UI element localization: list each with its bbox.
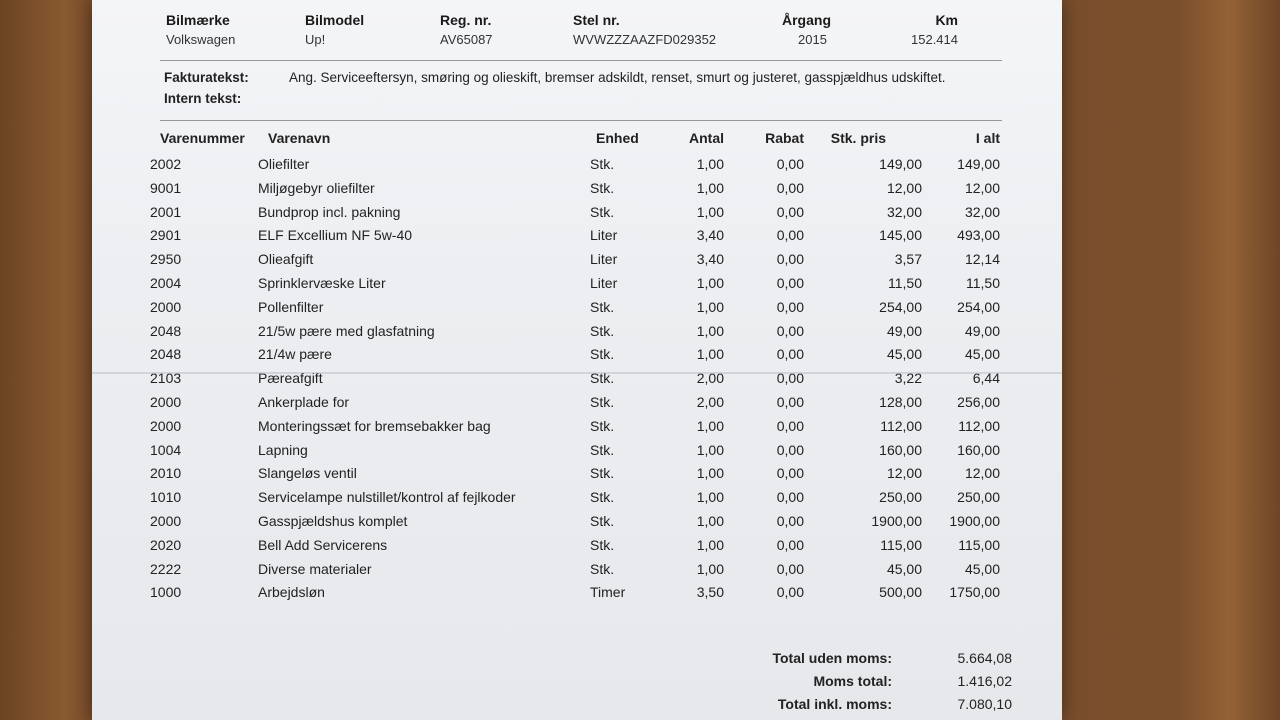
row-name: Bundprop incl. pakning <box>258 203 401 220</box>
row-unit: Stk. <box>590 441 615 458</box>
row-name: Monteringssæt for bremsebakker bag <box>258 417 491 434</box>
row-qty: 1,00 <box>696 322 724 339</box>
divider-top <box>160 60 1002 61</box>
row-name: 21/4w pære <box>258 346 332 363</box>
row-unit-price: 11,50 <box>888 274 922 291</box>
vat-total-row <box>712 673 1022 696</box>
row-discount: 0,00 <box>776 417 804 434</box>
table-row <box>92 394 1062 418</box>
row-unit-price: 254,00 <box>879 298 922 315</box>
row-unit-price: 45,00 <box>886 346 922 363</box>
header-name: Varenavn <box>268 130 331 146</box>
table-header <box>92 130 1062 150</box>
table-row <box>92 275 1062 299</box>
row-qty: 2,00 <box>696 370 724 387</box>
row-unit: Stk. <box>590 203 615 220</box>
row-discount: 0,00 <box>776 489 804 506</box>
row-qty: 1,00 <box>696 441 724 458</box>
row-unit: Stk. <box>590 179 615 196</box>
invoice-text-label: Fakturatekst: <box>164 70 249 85</box>
row-unit: Stk. <box>590 512 615 529</box>
row-unit: Stk. <box>590 465 615 482</box>
row-number: 2901 <box>150 227 182 244</box>
table-row <box>92 204 1062 228</box>
row-discount: 0,00 <box>776 251 804 268</box>
row-name: Ankerplade for <box>258 393 350 410</box>
row-unit-price: 149,00 <box>879 156 922 172</box>
row-qty: 3,40 <box>696 227 724 244</box>
row-total: 11,50 <box>966 274 1000 291</box>
row-total: 45,00 <box>964 346 1000 363</box>
row-name: Arbejdsløn <box>258 584 325 601</box>
table-row <box>92 156 1062 180</box>
row-number: 2001 <box>150 203 182 220</box>
row-discount: 0,00 <box>776 179 804 196</box>
row-discount: 0,00 <box>776 512 804 529</box>
row-total: 12,00 <box>964 179 1000 196</box>
row-number: 2950 <box>150 251 182 268</box>
km-label: Km <box>935 12 958 28</box>
table-row <box>92 370 1062 394</box>
row-name: Gasspjældshus komplet <box>258 512 408 529</box>
row-unit: Stk. <box>590 560 615 577</box>
row-total: 493,00 <box>957 227 1000 244</box>
header-discount: Rabat <box>765 130 804 146</box>
row-total: 254,00 <box>957 298 1000 315</box>
total-inc-vat-label: Total inkl. moms: <box>777 696 892 712</box>
header-unit-price: Stk. pris <box>830 130 886 146</box>
row-qty: 1,00 <box>696 346 724 363</box>
table-row <box>92 346 1062 370</box>
divider-table <box>160 120 1002 121</box>
row-total: 12,00 <box>964 465 1000 482</box>
vin-label: Stel nr. <box>573 12 620 28</box>
row-total: 115,00 <box>958 536 1000 553</box>
row-discount: 0,00 <box>776 156 804 172</box>
row-total: 112,00 <box>958 417 1000 434</box>
row-unit: Stk. <box>590 156 615 172</box>
year-column <box>782 12 831 47</box>
row-unit-price: 250,00 <box>879 489 922 506</box>
row-qty: 1,00 <box>696 203 724 220</box>
row-discount: 0,00 <box>776 370 804 387</box>
row-number: 2010 <box>150 465 182 482</box>
header-total: I alt <box>975 130 1000 146</box>
reg-value: AV65087 <box>440 32 493 47</box>
row-name: Lapning <box>258 441 308 458</box>
row-total: 1900,00 <box>949 512 1000 529</box>
row-qty: 1,00 <box>696 417 724 434</box>
table-row <box>92 537 1062 561</box>
row-discount: 0,00 <box>776 322 804 339</box>
table-row <box>92 251 1062 275</box>
model-label: Bilmodel <box>305 12 365 28</box>
row-qty: 1,00 <box>696 465 724 482</box>
row-number: 2020 <box>150 536 182 553</box>
header-number: Varenummer <box>160 130 245 146</box>
row-number: 2048 <box>150 322 182 339</box>
model-column <box>305 12 364 47</box>
row-unit-price: 45,00 <box>886 560 922 577</box>
row-discount: 0,00 <box>776 203 804 220</box>
row-total: 32,00 <box>964 203 1000 220</box>
total-ex-vat-label: Total uden moms: <box>772 650 892 666</box>
row-unit-price: 115,00 <box>880 536 922 553</box>
row-unit: Liter <box>590 251 618 268</box>
row-name: Oliefilter <box>258 156 310 172</box>
vin-column <box>573 12 716 47</box>
row-discount: 0,00 <box>776 441 804 458</box>
row-unit-price: 49,00 <box>886 322 922 339</box>
row-qty: 3,40 <box>696 251 724 268</box>
row-unit: Stk. <box>590 298 615 315</box>
table-row <box>92 442 1062 466</box>
total-ex-vat-row <box>712 650 1022 673</box>
row-qty: 2,00 <box>696 393 724 410</box>
table-row <box>92 561 1062 585</box>
row-discount: 0,00 <box>776 393 804 410</box>
row-unit-price: 160,00 <box>879 441 922 458</box>
row-qty: 1,00 <box>696 179 724 196</box>
row-qty: 1,00 <box>696 274 724 291</box>
model-value: Up! <box>305 32 326 47</box>
table-row <box>92 584 1062 608</box>
row-discount: 0,00 <box>776 465 804 482</box>
row-number: 2103 <box>150 370 182 387</box>
row-qty: 1,00 <box>696 156 724 172</box>
row-qty: 3,50 <box>696 584 724 601</box>
row-discount: 0,00 <box>776 346 804 363</box>
year-value: 2015 <box>798 32 827 47</box>
vehicle-info <box>92 12 1062 58</box>
row-unit: Stk. <box>590 322 615 339</box>
km-column <box>902 12 958 47</box>
row-unit: Stk. <box>590 536 615 553</box>
header-qty: Antal <box>689 130 724 146</box>
total-ex-vat-value: 5.664,08 <box>957 650 1012 666</box>
row-total: 250,00 <box>957 489 1000 506</box>
row-unit-price: 3,22 <box>894 370 922 387</box>
km-value: 152.414 <box>911 32 958 47</box>
row-name: Sprinklervæske Liter <box>258 274 386 291</box>
row-unit: Timer <box>590 584 626 601</box>
row-total: 12,14 <box>964 251 1000 268</box>
row-unit: Stk. <box>590 489 615 506</box>
total-inc-vat-value: 7.080,10 <box>957 696 1012 712</box>
total-inc-vat-row <box>712 696 1022 719</box>
row-unit: Stk. <box>590 417 615 434</box>
header-unit: Enhed <box>596 130 639 146</box>
row-name: Bell Add Servicerens <box>258 536 388 553</box>
row-number: 2000 <box>150 393 182 410</box>
row-total: 45,00 <box>964 560 1000 577</box>
invoice-text-block <box>164 70 1044 106</box>
row-unit-price: 128,00 <box>879 393 922 410</box>
row-total: 256,00 <box>957 393 1000 410</box>
row-number: 1004 <box>150 441 182 458</box>
table-row <box>92 418 1062 442</box>
row-unit: Stk. <box>590 370 615 387</box>
row-name: 21/5w pære med glasfatning <box>258 322 435 339</box>
row-name: Pollenfilter <box>258 298 324 315</box>
row-unit-price: 500,00 <box>879 584 922 601</box>
row-unit: Liter <box>590 227 618 244</box>
row-total: 49,00 <box>964 322 1000 339</box>
row-number: 1010 <box>150 489 182 506</box>
make-label: Bilmærke <box>166 12 230 28</box>
row-name: Diverse materialer <box>258 560 372 577</box>
row-number: 2000 <box>150 298 182 315</box>
row-number: 1000 <box>150 584 182 601</box>
row-discount: 0,00 <box>776 227 804 244</box>
row-qty: 1,00 <box>696 298 724 315</box>
make-value: Volkswagen <box>166 32 236 47</box>
table-row <box>92 227 1062 251</box>
row-discount: 0,00 <box>776 536 804 553</box>
row-qty: 1,00 <box>696 536 724 553</box>
row-number: 2222 <box>150 560 182 577</box>
row-unit: Stk. <box>590 393 615 410</box>
vin-value: WVWZZZAAZFD029352 <box>573 32 717 47</box>
row-qty: 1,00 <box>696 560 724 577</box>
invoice-paper <box>92 0 1062 720</box>
row-name: Olieafgift <box>258 251 314 268</box>
row-discount: 0,00 <box>776 274 804 291</box>
row-number: 2000 <box>150 512 182 529</box>
table-row <box>92 513 1062 537</box>
row-number: 2004 <box>150 274 182 291</box>
table-row <box>92 299 1062 323</box>
row-number: 9001 <box>150 179 182 196</box>
totals-block <box>712 650 1022 719</box>
row-unit-price: 112,00 <box>880 417 922 434</box>
row-number: 2000 <box>150 417 182 434</box>
row-name: Miljøgebyr oliefilter <box>258 179 375 196</box>
row-discount: 0,00 <box>776 584 804 601</box>
row-number: 2002 <box>150 156 182 172</box>
row-total: 149,00 <box>957 156 1000 172</box>
row-unit: Liter <box>590 274 618 291</box>
make-column <box>166 12 235 47</box>
row-unit-price: 32,00 <box>886 203 922 220</box>
table-row <box>92 489 1062 513</box>
row-number: 2048 <box>150 346 182 363</box>
row-name: Slangeløs ventil <box>258 465 357 482</box>
vat-total-label: Moms total: <box>813 673 892 689</box>
row-name: Pæreafgift <box>258 370 323 387</box>
row-discount: 0,00 <box>776 560 804 577</box>
row-qty: 1,00 <box>696 489 724 506</box>
table-row <box>92 180 1062 204</box>
row-unit-price: 1900,00 <box>871 512 922 529</box>
table-row <box>92 323 1062 347</box>
row-qty: 1,00 <box>696 512 724 529</box>
row-name: Servicelampe nulstillet/kontrol af fejlkoder <box>258 489 516 506</box>
internal-text-label: Intern tekst: <box>164 91 242 106</box>
row-discount: 0,00 <box>776 298 804 315</box>
row-unit: Stk. <box>590 346 615 363</box>
reg-label: Reg. nr. <box>440 12 492 28</box>
row-unit-price: 12,00 <box>886 465 922 482</box>
table-body <box>92 156 1062 608</box>
invoice-text-value: Ang. Serviceeftersyn, smøring og olieskift, bremser adskildt, renset, smurt og justeret, gasspjældhus udskiftet. <box>289 70 946 85</box>
vat-total-value: 1.416,02 <box>957 673 1012 689</box>
reg-column <box>440 12 493 47</box>
row-total: 6,44 <box>972 370 1000 387</box>
row-unit-price: 3,57 <box>894 251 922 268</box>
row-total: 160,00 <box>957 441 1000 458</box>
row-total: 1750,00 <box>949 584 1000 601</box>
row-unit-price: 12,00 <box>886 179 922 196</box>
row-name: ELF Excellium NF 5w-40 <box>258 227 413 244</box>
year-label: Årgang <box>782 12 831 28</box>
row-unit-price: 145,00 <box>879 227 922 244</box>
table-row <box>92 465 1062 489</box>
